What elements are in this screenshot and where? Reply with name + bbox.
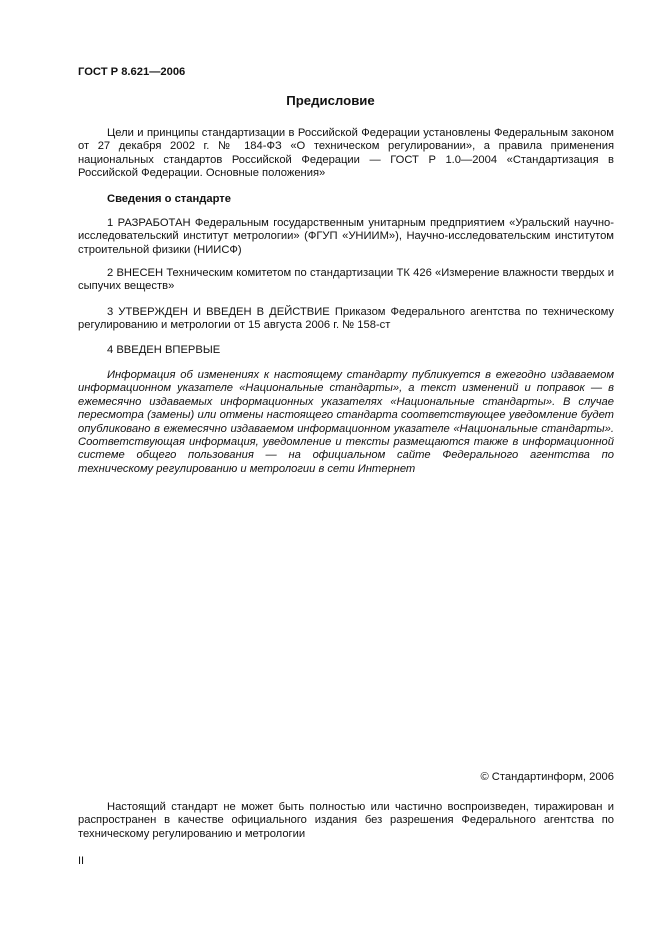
item-3-block: [78, 306, 614, 333]
page-number: II: [78, 855, 85, 867]
item-1: 1 РАЗРАБОТАН Федеральным государственным унитарным предприятием «Уральский научно-исследовательский институт метрологии» (ФГУП «УНИИМ»), Научно-исследовательским институтом строительной физики (НИИСФ): [78, 217, 614, 256]
section-heading: Сведения о стандарте: [107, 193, 231, 205]
page-title: Предисловие: [286, 93, 375, 108]
item-2: 2 ВНЕСЕН Техническим комитетом по стандартизации ТК 426 «Измерение влажности твердых и сыпучих веществ»: [78, 267, 614, 293]
intro-paragraph: Цели и принципы стандартизации в Российской Федерации установлены Федеральным законом от 27 декабря 2002 г. № 184-ФЗ «О техническом регулировании», а правила применения национальных стандартов Российской Федерации — ГОСТ Р 1.0—2004 «Стандартизация в Российской Федерации. Основные положения»: [78, 127, 614, 180]
item-2-block: [78, 267, 614, 294]
copyright-line: © Стандартинформ, 2006: [480, 771, 614, 783]
document-code: ГОСТ Р 8.621—2006: [78, 66, 186, 78]
footer-notice-block: [78, 801, 614, 841]
footer-notice: Настоящий стандарт не может быть полностью или частично воспроизведен, тиражирован и распространен в качестве официального издания без разрешения Федерального агентства по техническому регулированию и метрологии: [78, 801, 614, 840]
item-4: 4 ВВЕДЕН ВПЕРВЫЕ: [107, 344, 221, 356]
item-3: 3 УТВЕРЖДЕН И ВВЕДЕН В ДЕЙСТВИЕ Приказом Федерального агентства по техническому регулированию и метрологии от 15 августа 2006 г. № 158-ст: [78, 306, 614, 332]
item-4-block: [78, 344, 614, 357]
intro-paragraph-block: [78, 127, 614, 181]
item-1-block: [78, 217, 614, 257]
notice-paragraph: Информация об изменениях к настоящему стандарту публикуется в ежегодно издаваемом информационном указателе «Национальные стандарты», а текст изменений и поправок — в ежемесячно издаваемых информационных указателях «Национальные стандарты». В случае пересмотра (замены) или отмены настоящего стандарта соответствующее уведомление будет опубликовано в ежемесячно издаваемом информационном указателе «Национальные стандарты». Соответствующая информация, уведомление и тексты размещаются также в информационной системе общего пользования — на официальном сайте Федерального агентства по техническому регулированию и метрологии в сети Интернет: [78, 369, 614, 475]
notice-block: [78, 369, 614, 476]
section-heading-block: [78, 193, 614, 206]
